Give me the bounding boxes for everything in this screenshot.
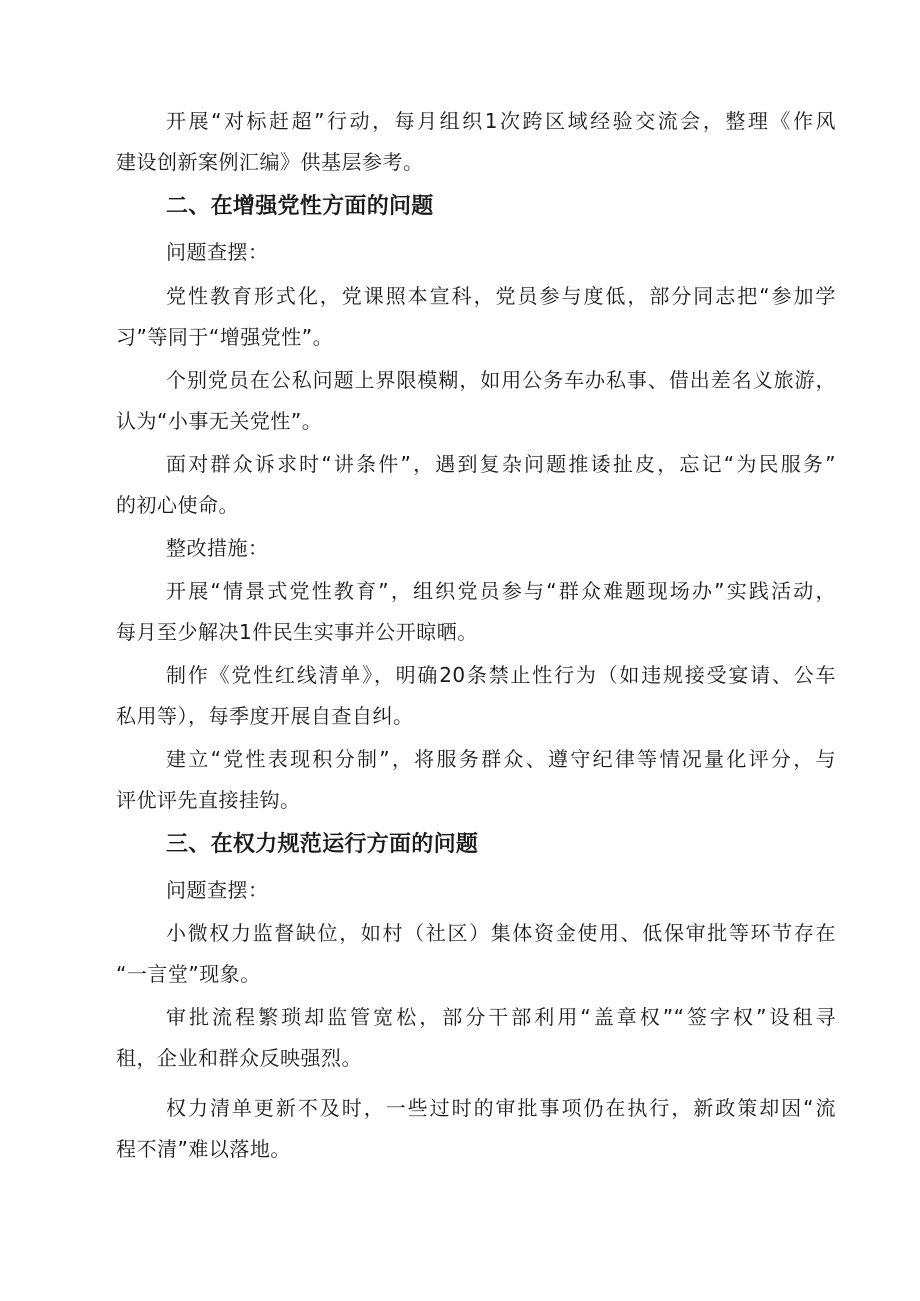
paragraph-line: 建立“党性表现积分制”，将服务群众、遵守纪律等情况量化评分，与 — [166, 747, 836, 771]
paragraph-line: 程不清”难以落地。 — [116, 1137, 291, 1161]
paragraph-line: 的初心使命。 — [116, 493, 239, 517]
paragraph-line: 小微权力监督缺位，如村（社区）集体资金使用、低保审批等环节存在 — [166, 921, 836, 945]
section-heading: 二、在增强党性方面的问题 — [166, 194, 434, 219]
paragraph-line: 个别党员在公私问题上界限模糊，如用公务车办私事、借出差名义旅游， — [166, 368, 836, 392]
paragraph-line: 租，企业和群众反映强烈。 — [116, 1046, 362, 1070]
paragraph-line: 私用等），每季度开展自查自纠。 — [116, 704, 414, 728]
paragraph-line: 开展“对标赶超”行动，每月组织1次跨区域经验交流会，整理《作风 — [166, 109, 836, 133]
measures-label: 整改措施： — [166, 536, 269, 560]
problems-label: 问题查摆： — [166, 878, 269, 902]
section-heading: 三、在权力规范运行方面的问题 — [166, 832, 479, 857]
paragraph-line: 审批流程繁琐却监管宽松，部分干部利用“盖章权”“签字权”设租寻 — [166, 1005, 836, 1029]
paragraph-line: 认为“小事无关党性”。 — [116, 409, 323, 433]
paragraph-line: 建设创新案例汇编》供基层参考。 — [116, 150, 424, 174]
paragraph-line: 习”等同于“增强党性”。 — [116, 325, 334, 349]
paragraph-line: 党性教育形式化，党课照本宣科，党员参与度低，部分同志把“参加学 — [166, 284, 836, 308]
paragraph-line: 权力清单更新不及时，一些过时的审批事项仍在执行，新政策却因“流 — [166, 1096, 836, 1120]
paragraph-line: “一言堂”现象。 — [116, 962, 261, 986]
paragraph-line: 制作《党性红线清单》，明确20条禁止性行为（如违规接受宴请、公车 — [166, 663, 836, 687]
paragraph-line: 评优评先直接挂钩。 — [116, 788, 301, 812]
paragraph-line: 开展“情景式党性教育”，组织党员参与“群众难题现场办”实践活动， — [166, 579, 836, 603]
paragraph-line: 面对群众诉求时“讲条件”，遇到复杂问题推诿扯皮，忘记“为民服务” — [166, 452, 836, 476]
paragraph-line: 每月至少解决1件民生实事并公开晾晒。 — [116, 620, 478, 644]
problems-label: 问题查摆： — [166, 240, 269, 264]
